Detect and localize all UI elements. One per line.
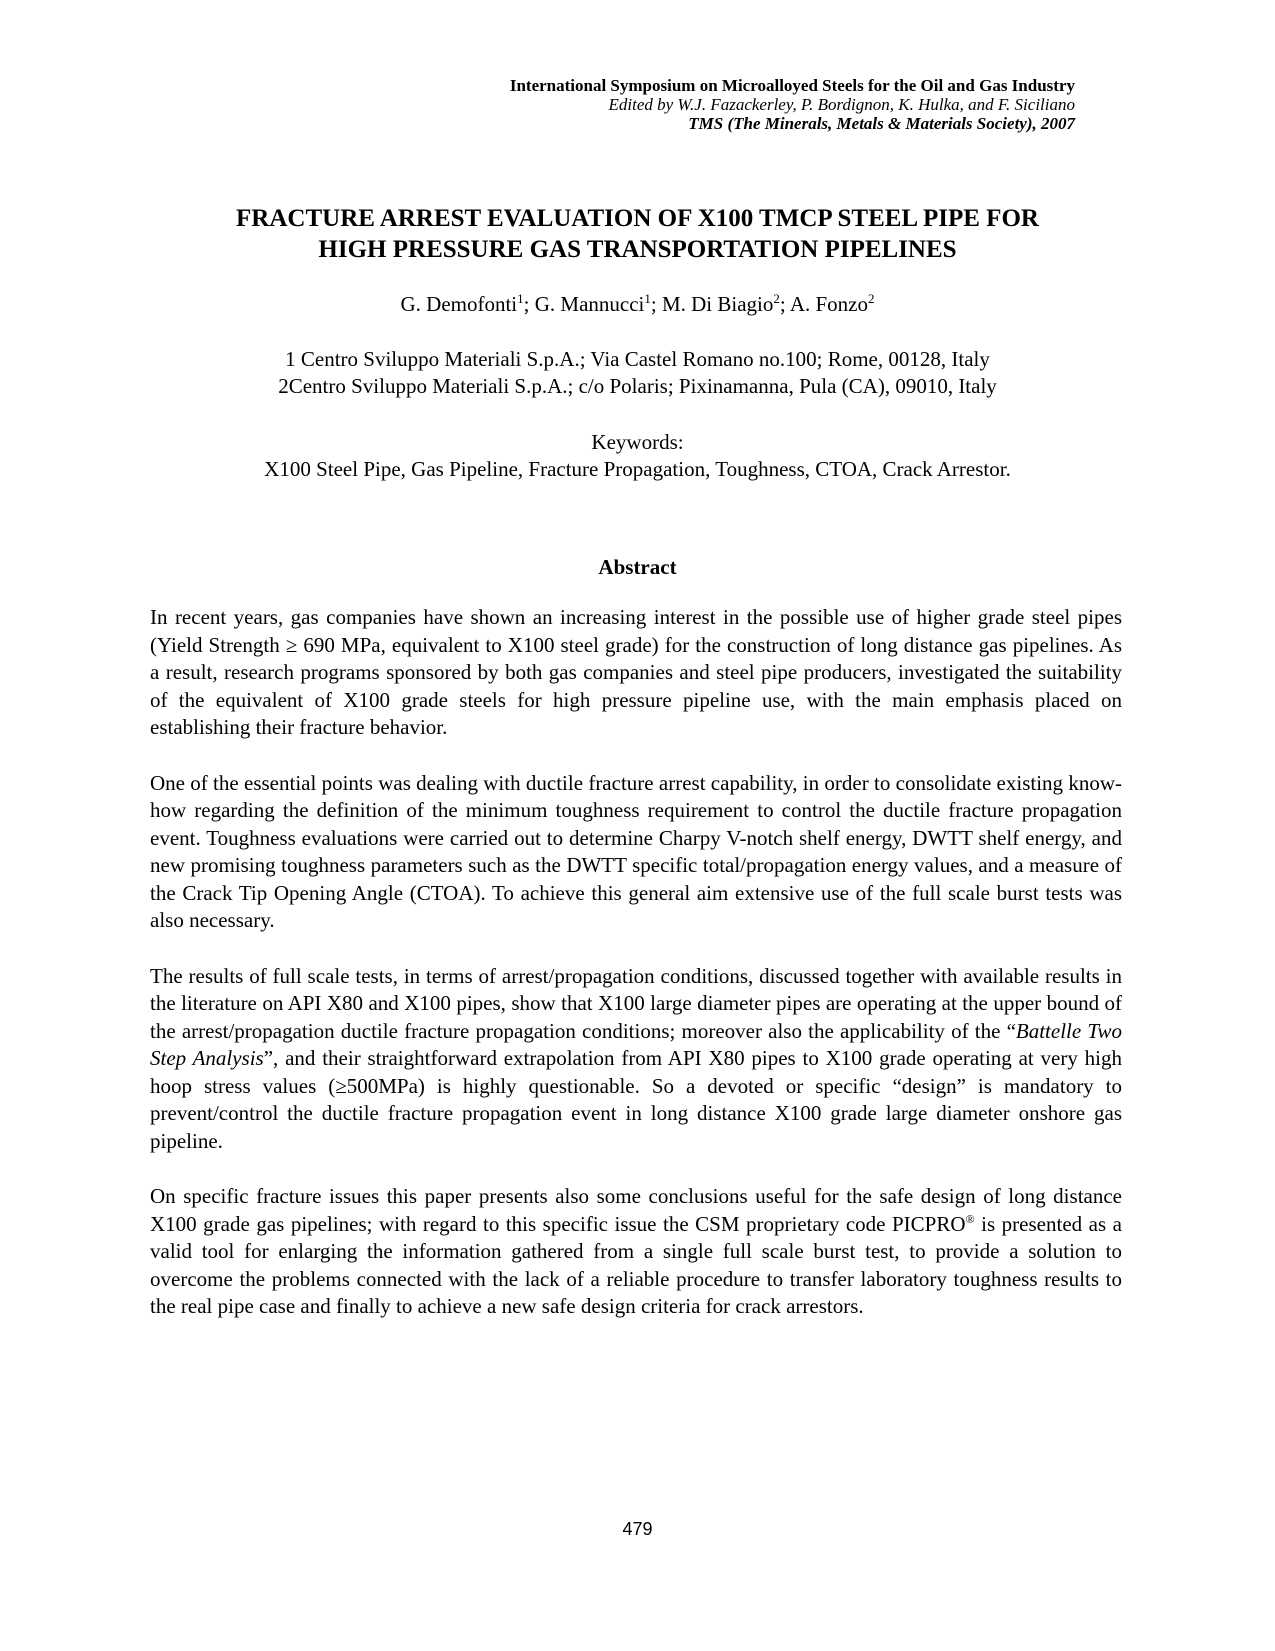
author-separator: ; — [779, 292, 790, 316]
abstract-paragraph-2: One of the essential points was dealing with ductile fracture arrest capability, in order to consolidate existing know-how regarding the definition of the minimum toughness requirement to control the ductile fracture propagation event. Toughness evaluations were carried out to determine Charpy V-notch shelf energy, DWTT shelf energy, and new promising toughness parameters such as the DWTT specific total/propagation energy values, and a measure of the Crack Tip Opening Angle (CTOA). To achieve this general aim extensive use of the full scale burst tests was also necessary. — [150, 770, 1122, 932]
publisher-line: TMS (The Minerals, Metals & Materials Society), 2007 — [688, 114, 1075, 133]
keywords-label: Keywords: — [591, 430, 684, 454]
paper-title-line-1: FRACTURE ARREST EVALUATION OF X100 TMCP STEEL PIPE FOR — [236, 205, 1039, 232]
affiliation-2: 2Centro Sviluppo Materiali S.p.A.; c/o Polaris; Pixinamanna, Pula (CA), 09010, Italy — [278, 374, 997, 398]
running-header — [510, 76, 1075, 133]
paragraph-text: The results of full scale tests, in terms of arrest/propagation conditions, discussed together with available results in the literature on API X80 and X100 pipes, show that X100 large diameter pipes are operating at the upper bound of the arrest/propagation ductile fracture propagation conditions; moreover also the applicability of the “ — [150, 963, 1122, 1043]
abstract-heading: Abstract — [598, 555, 677, 579]
affiliation-list — [0, 346, 1275, 400]
author-affiliation-mark: 1 — [517, 291, 524, 306]
abstract-body — [150, 604, 1122, 1321]
author-separator: ; — [650, 292, 662, 316]
editors-line: Edited by W.J. Fazackerley, P. Bordignon, K. Hulka, and F. Siciliano — [608, 95, 1075, 114]
author-list — [0, 290, 1275, 318]
registered-mark: ® — [965, 1211, 975, 1226]
author-affiliation-mark: 1 — [644, 291, 651, 306]
author-name: M. Di Biagio — [661, 292, 774, 316]
abstract-paragraph-4 — [150, 1183, 1122, 1321]
affiliation-1: 1 Centro Sviluppo Materiali S.p.A.; Via Castel Romano no.100; Rome, 00128, Italy — [285, 347, 990, 371]
paper-title-line-2: HIGH PRESSURE GAS TRANSPORTATION PIPELINES — [318, 236, 957, 263]
abstract-paragraph-1: In recent years, gas companies have shown an increasing interest in the possible use of higher grade steel pipes (Yield Strength ≥ 690 MPa, equivalent to X100 steel grade) for the construction of long distance gas pipelines. As a result, research programs sponsored by both gas companies and steel pipe producers, investigated the suitability of the equivalent of X100 grade steels for high pressure pipeline use, with the main emphasis placed on establishing their fracture behavior. — [150, 605, 1122, 739]
abstract-paragraph-3 — [150, 963, 1122, 1156]
author-affiliation-mark: 2 — [773, 291, 780, 306]
author-name: A. Fonzo — [789, 292, 868, 316]
symposium-title: International Symposium on Microalloyed Steels for the Oil and Gas Industry — [509, 76, 1075, 95]
paper-title — [0, 203, 1275, 265]
author-affiliation-mark: 2 — [868, 291, 875, 306]
author-name: G. Demofonti — [400, 292, 518, 316]
method-name-italic: Battelle Two Step Analysis — [150, 1018, 1122, 1070]
keywords-block — [0, 429, 1275, 483]
paragraph-text: is presented as a valid tool for enlarging the information gathered from a single full scale burst test, to provide a solution to overcome the problems connected with the lack of a reliable procedure to transfer laboratory toughness results to the real pipe case and finally to achieve a new safe design criteria for crack arrestors. — [150, 1211, 1122, 1318]
paragraph-text: ”, and their straightforward extrapolation from API X80 pipes to X100 grade operating at very high hoop stress values (≥500MPa) is highly questionable. So a devoted or specific “design” is mandatory to prevent/control the ductile fracture propagation event in long distance X100 grade large diameter onshore gas pipeline. — [150, 1046, 1122, 1153]
author-separator: ; — [523, 292, 535, 316]
paragraph-text: On specific fracture issues this paper presents also some conclusions useful for the safe design of long distance X100 grade gas pipelines; with regard to this specific issue the CSM proprietary code PICPRO — [150, 1184, 1122, 1236]
keywords-list: X100 Steel Pipe, Gas Pipeline, Fracture Propagation, Toughness, CTOA, Crack Arrestor. — [264, 457, 1011, 481]
author-name: G. Mannucci — [534, 292, 645, 316]
page-number: 479 — [622, 1519, 653, 1539]
